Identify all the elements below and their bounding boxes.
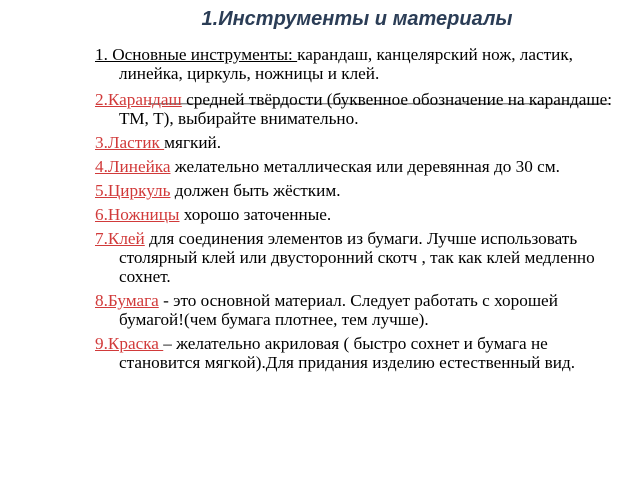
- materials-list: [95, 45, 615, 377]
- list-item-main-tools: [95, 45, 615, 83]
- item-term: 3.Ластик: [95, 133, 165, 152]
- list-item-paper: [95, 291, 615, 329]
- item-term: 2.Карандаш: [95, 90, 182, 109]
- item-term: 6.Ножницы: [95, 205, 180, 224]
- slide-title: 1.Инструменты и материалы: [201, 8, 513, 30]
- list-item-scissors: [95, 205, 615, 224]
- item-text: карандаш, канцелярский нож, ластик, линейка, циркуль, ножницы и клей.: [119, 45, 573, 83]
- list-item-pencil: [95, 90, 615, 128]
- item-term: 9.Краска: [95, 334, 164, 353]
- item-term: 8.Бумага: [95, 291, 159, 310]
- item-term: 1. Основные инструменты:: [95, 45, 298, 64]
- list-item-ruler: [95, 157, 615, 176]
- list-item-eraser: [95, 133, 615, 152]
- item-text: - это основной материал. Следует работать с хорошей бумагой!(чем бумага плотнее, тем лучше).: [119, 291, 558, 329]
- list-item-paint: [95, 334, 615, 372]
- item-text: хорошо заточенные.: [179, 205, 332, 224]
- item-text: средней твёрдости (буквенное обозначение на карандаше: ТМ, Т), выбирайте внимательно.: [119, 90, 613, 128]
- item-text: желательно металлическая или деревянная до 30 см.: [170, 157, 560, 176]
- item-text: для соединения элементов из бумаги. Лучше использовать столярный клей или двусторонний скотч , так как клей медленно сохнет.: [119, 229, 595, 286]
- item-text: мягкий.: [164, 133, 222, 152]
- item-term: 4.Линейка: [95, 157, 171, 176]
- item-term: 7.Клей: [95, 229, 145, 248]
- list-item-compass: [95, 181, 615, 200]
- list-item-glue: [95, 229, 615, 286]
- item-text: должен быть жёстким.: [170, 181, 341, 200]
- item-term: 5.Циркуль: [95, 181, 171, 200]
- item-text: – желательно акриловая ( быстро сохнет и бумага не становится мягкой).Для придания изделию естественный вид.: [119, 334, 576, 372]
